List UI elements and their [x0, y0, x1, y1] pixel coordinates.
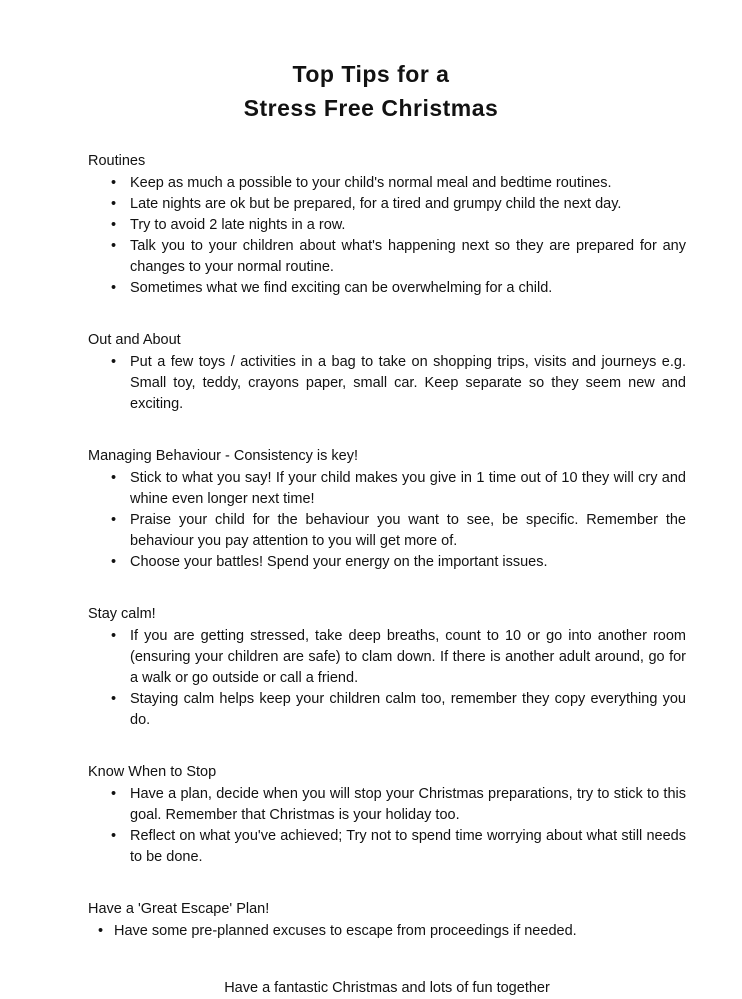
bullet-item: • Reflect on what you've achieved; Try not to spend time worrying about what still needs to be done. — [88, 826, 686, 868]
bullet-item: • Put a few toys / activities in a bag to take on shopping trips, visits and journeys e.g. Small toy, teddy, crayons paper, small car. Keep separate so they seem new and exciting. — [88, 352, 686, 415]
section-heading: Managing Behaviour - Consistency is key! — [88, 448, 358, 464]
closing-line: Have a fantastic Christmas and lots of fun together — [224, 980, 550, 996]
bullet-item: • Keep as much a possible to your child's normal meal and bedtime routines. — [88, 173, 686, 194]
bullet-item: • Stick to what you say! If your child makes you give in 1 time out of 10 they will cry and whine even longer next time! — [88, 468, 686, 510]
bullet-list — [88, 626, 686, 731]
bullet-item: • Have a plan, decide when you will stop your Christmas preparations, try to stick to this goal. Remember that Christmas is your holiday too. — [88, 784, 686, 826]
bullet-item: • Sometimes what we find exciting can be overwhelming for a child. — [88, 278, 686, 299]
section-heading: Out and About — [88, 332, 181, 348]
section-out-and-about — [88, 330, 686, 415]
document-body — [0, 151, 742, 999]
title-line-1: Top Tips for a — [292, 61, 450, 87]
bullet-item: • Staying calm helps keep your children calm too, remember they copy everything you do. — [88, 689, 686, 731]
bullet-item: • Talk you to your children about what's happening next so they are prepared for any changes to your normal routine. — [88, 236, 686, 278]
section-great-escape-plan — [88, 899, 686, 942]
section-heading: Routines — [88, 153, 146, 169]
bullet-item: • Late nights are ok but be prepared, for a tired and grumpy child the next day. — [88, 194, 686, 215]
section-heading: Have a 'Great Escape' Plan! — [88, 901, 270, 917]
bullet-list — [88, 173, 686, 299]
bullet-item: • Have some pre-planned excuses to escape from proceedings if needed. — [88, 921, 686, 942]
section-stay-calm — [88, 604, 686, 731]
bullet-item: • Choose your battles! Spend your energy on the important issues. — [88, 552, 686, 573]
section-heading: Know When to Stop — [88, 764, 217, 780]
section-routines — [88, 151, 686, 299]
bullet-list — [88, 468, 686, 573]
title-line-2: Stress Free Christmas — [243, 95, 499, 121]
bullet-list — [88, 921, 686, 942]
section-know-when-to-stop — [88, 762, 686, 868]
bullet-item: • Try to avoid 2 late nights in a row. — [88, 215, 686, 236]
bullet-item: • Praise your child for the behaviour you want to see, be specific. Remember the behaviour you pay attention to you will get more of. — [88, 510, 686, 552]
bullet-list — [88, 352, 686, 415]
bullet-list — [88, 784, 686, 868]
section-heading: Stay calm! — [88, 606, 156, 622]
section-managing-behaviour — [88, 446, 686, 573]
document-title — [0, 57, 742, 125]
bullet-item: • If you are getting stressed, take deep breaths, count to 10 or go into another room (ensuring your children are safe) to clam down. If there is another adult around, go for a walk or go outside or call a friend. — [88, 626, 686, 689]
